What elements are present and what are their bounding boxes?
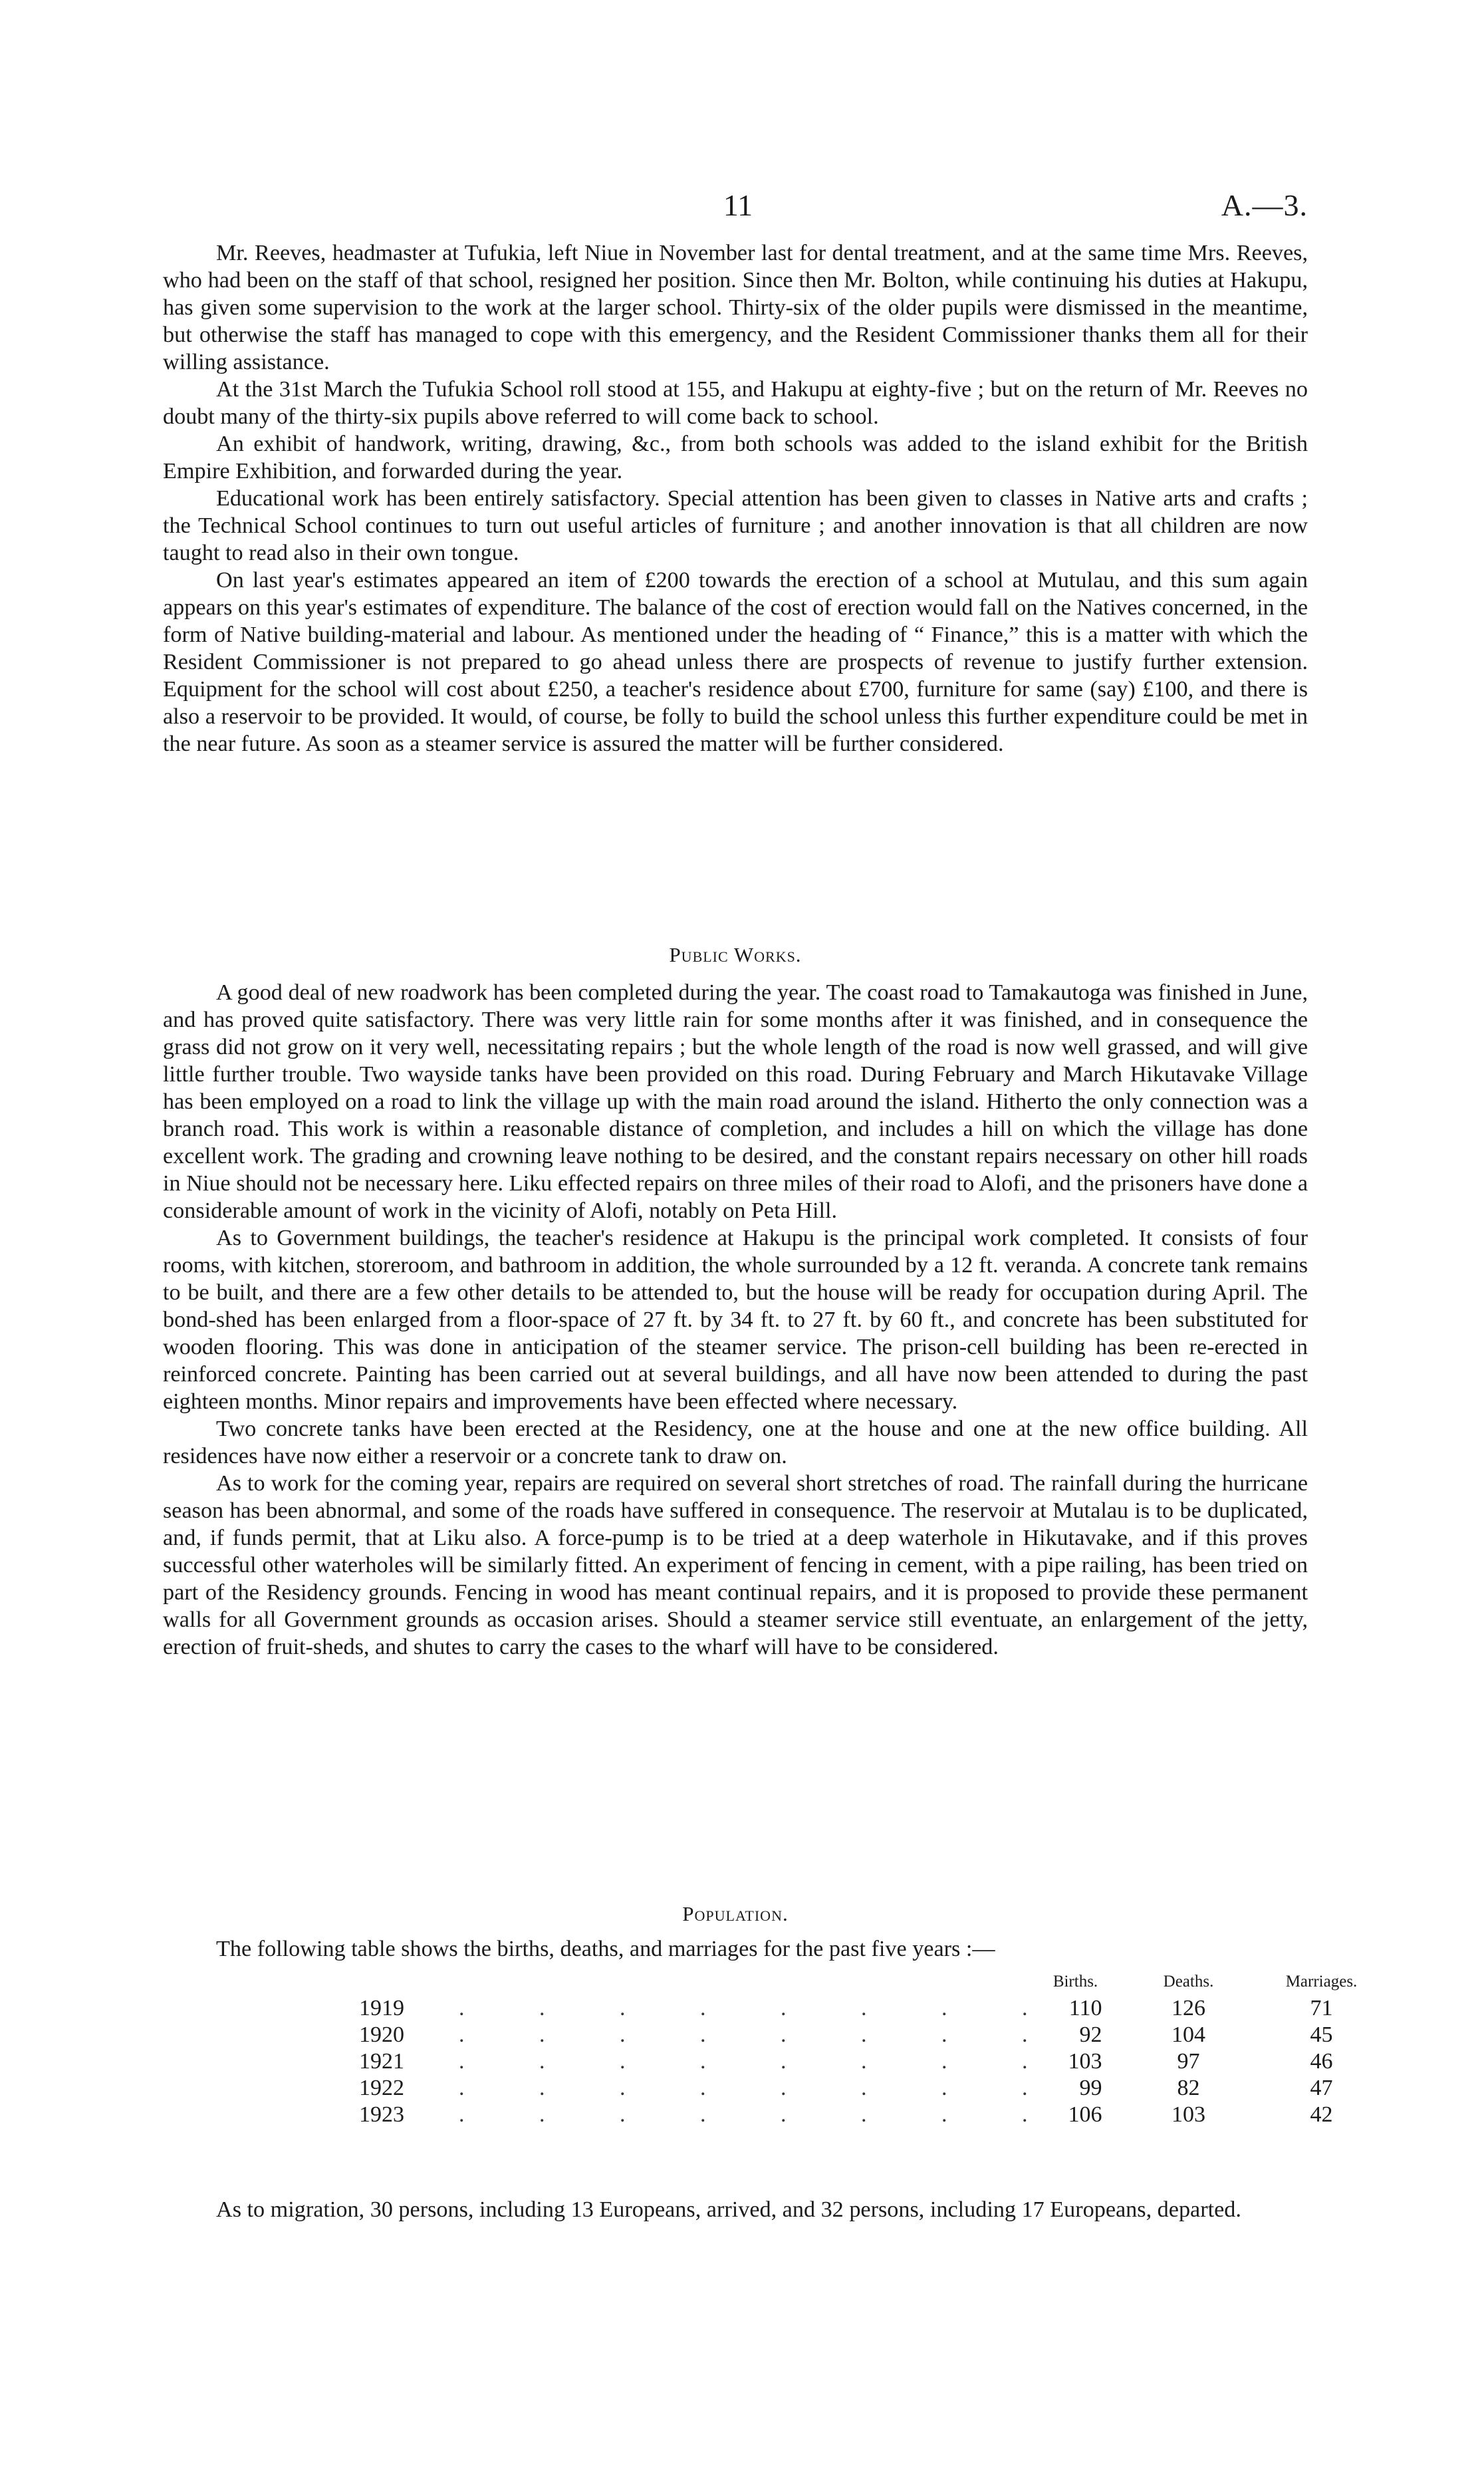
marriages-cell: 47: [1310, 2076, 1333, 2100]
paragraph: As to migration, 30 persons, including 13 Europeans, arrived, and 32 persons, including 17 Europeans, departed.: [216, 2197, 1241, 2222]
paragraph: As to work for the coming year, repairs are required on several short stretches of road. The rainfall during the hurricane season has been abnormal, and some of the roads have suffered in consequence. The reservoir at Mutalau is to be duplicated, and, if funds permit, that at Liku also. A force-pump is to be tried at a deep waterhole in Hikutavake, and if this proves successful other waterholes will be similarly fitted. An experiment of fencing in cement, with a pipe railing, has been tried on part of the Residency grounds. Fencing in wood has meant continual repairs, and it is proposed to provide these permanent walls for all Government grounds as occasion arises. Should a steamer service still eventuate, an enlargement of the jetty, erection of fruit-sheds, and shutes to carry the cases to the wharf will have to be considered.: [163, 1471, 1308, 1659]
paragraph: Mr. Reeves, headmaster at Tufukia, left Niue in November last for dental treatment, and at the same time Mrs. Reeves, who had been on the staff of that school, resigned her position. Since then Mr. Bolton, while continuing his duties at Hakupu, has given some supervision to the work at the larger school. Thirty-six of the older pupils were dismissed in the meantime, but otherwise the staff has managed to cope with this emergency, and the Resident Commissioner thanks them all for their willing assistance.: [163, 241, 1308, 374]
deaths-cell: 82: [1177, 2076, 1200, 2100]
paragraph: Two concrete tanks have been erected at the Residency, one at the house and one at the new office building. All residences have now either a reservoir or a concrete tank to draw on.: [163, 1417, 1308, 1468]
paragraph: On last year's estimates appeared an item of £200 towards the erection of a school at Mutulau, and this sum again appears on this year's estimates of expenditure. The balance of the cost of erection would fall on the Natives concerned, in the form of Native building-material and labour. As mentioned under the heading of “ Finance,” this is a matter with which the Resident Commissioner is not prepared to go ahead unless there are prospects of revenue to justify further extension. Equipment for the school will cost about £250, a teacher's residence about £700, furniture for same (say) £100, and there is also a reservoir to be provided. It would, of course, be folly to build the school unless this further expenditure could be met in the near future. As soon as a steamer service is assured the matter will be further considered.: [163, 568, 1308, 756]
year-cell: 1919: [359, 1996, 404, 2020]
births-cell: 99: [1079, 2076, 1102, 2100]
marriages-cell: 45: [1310, 2022, 1333, 2047]
year-cell: 1920: [359, 2022, 404, 2047]
table-row: [359, 1995, 1388, 2022]
column-header-deaths: Deaths.: [1163, 1973, 1214, 1991]
section-heading-population: Population.: [682, 1902, 789, 1925]
page-number: 11: [723, 188, 753, 222]
document-reference: A.—3.: [1221, 188, 1308, 222]
public-works-section: [163, 979, 1308, 1661]
births-cell: 92: [1079, 2022, 1102, 2047]
table-header-row: [359, 1973, 1388, 1995]
deaths-cell: 103: [1172, 2102, 1205, 2127]
dot-leader: . . . . . . . .: [459, 2076, 1029, 2100]
column-header-marriages: Marriages.: [1285, 1973, 1358, 1991]
dot-leader: . . . . . . . .: [459, 1996, 1029, 2020]
table-row: [359, 2022, 1388, 2048]
section-heading-public-works: Public Works.: [669, 943, 802, 966]
education-section: [163, 239, 1308, 758]
table-row: [359, 2075, 1388, 2102]
table-row: [359, 2102, 1388, 2128]
paragraph: Educational work has been entirely satisfactory. Special attention has been given to classes in Native arts and crafts ; the Technical School continues to turn out useful articles of furniture ; and another innovation is that all children are now taught to read also in their own tongue.: [163, 486, 1308, 565]
table-row: [359, 2048, 1388, 2075]
paragraph: An exhibit of handwork, writing, drawing, &c., from both schools was added to the island exhibit for the British Empire Exhibition, and forwarded during the year.: [163, 432, 1308, 483]
marriages-cell: 71: [1310, 1996, 1333, 2020]
births-cell: 103: [1068, 2049, 1102, 2074]
dot-leader: . . . . . . . .: [459, 2102, 1029, 2127]
deaths-cell: 126: [1172, 1996, 1205, 2020]
population-table: [359, 1973, 1388, 2128]
year-cell: 1921: [359, 2049, 404, 2074]
deaths-cell: 104: [1172, 2022, 1205, 2047]
paragraph: A good deal of new roadwork has been completed during the year. The coast road to Tamakautoga was finished in June, and has proved quite satisfactory. There was very little rain for some months after it was finished, and in consequence the grass did not grow on it very well, necessitating repairs ; but the whole length of the road is now well grassed, and will give little further trouble. Two wayside tanks have been provided on this road. During February and March Hikutavake Village has been employed on a road to link the village up with the main road around the island. Hitherto the only connection was a branch road. This work is within a reasonable distance of completion, and includes a hill on which the village has done excellent work. The grading and crowning leave nothing to be desired, and the constant repairs necessary on other hill roads in Niue should not be necessary here. Liku effected repairs on three miles of their road to Alofi, and the prisoners have done a considerable amount of work in the vicinity of Alofi, notably on Peta Hill.: [163, 980, 1308, 1223]
column-header-births: Births.: [1052, 1973, 1098, 1991]
population-intro: The following table shows the births, deaths, and marriages for the past five years :—: [216, 1937, 995, 1961]
year-cell: 1923: [359, 2102, 404, 2127]
births-cell: 106: [1068, 2102, 1102, 2127]
marriages-cell: 42: [1310, 2102, 1333, 2127]
migration-section: [163, 2196, 1308, 2223]
dot-leader: . . . . . . . .: [459, 2049, 1029, 2074]
year-cell: 1922: [359, 2076, 404, 2100]
marriages-cell: 46: [1310, 2049, 1333, 2074]
births-cell: 110: [1068, 1996, 1102, 2020]
dot-leader: . . . . . . . .: [459, 2022, 1029, 2047]
deaths-cell: 97: [1177, 2049, 1200, 2074]
paragraph: At the 31st March the Tufukia School roll stood at 155, and Hakupu at eighty-five ; but on the return of Mr. Reeves no doubt many of the thirty-six pupils above referred to will come back to school.: [163, 377, 1308, 429]
paragraph: As to Government buildings, the teacher's residence at Hakupu is the principal work completed. It consists of four rooms, with kitchen, storeroom, and bathroom in addition, the whole surrounded by a 12 ft. veranda. A concrete tank remains to be built, and there are a few other details to be attended to, but the house will be ready for occupation during April. The bond-shed has been enlarged from a floor-space of 27 ft. by 34 ft. to 27 ft. by 60 ft., and concrete has been substituted for wooden flooring. This was done in anticipation of the steamer service. The prison-cell building has been re-erected in reinforced concrete. Painting has been carried out at several buildings, and all have now been attended to during the past eighteen months. Minor repairs and improvements have been effected where necessary.: [163, 1226, 1308, 1414]
